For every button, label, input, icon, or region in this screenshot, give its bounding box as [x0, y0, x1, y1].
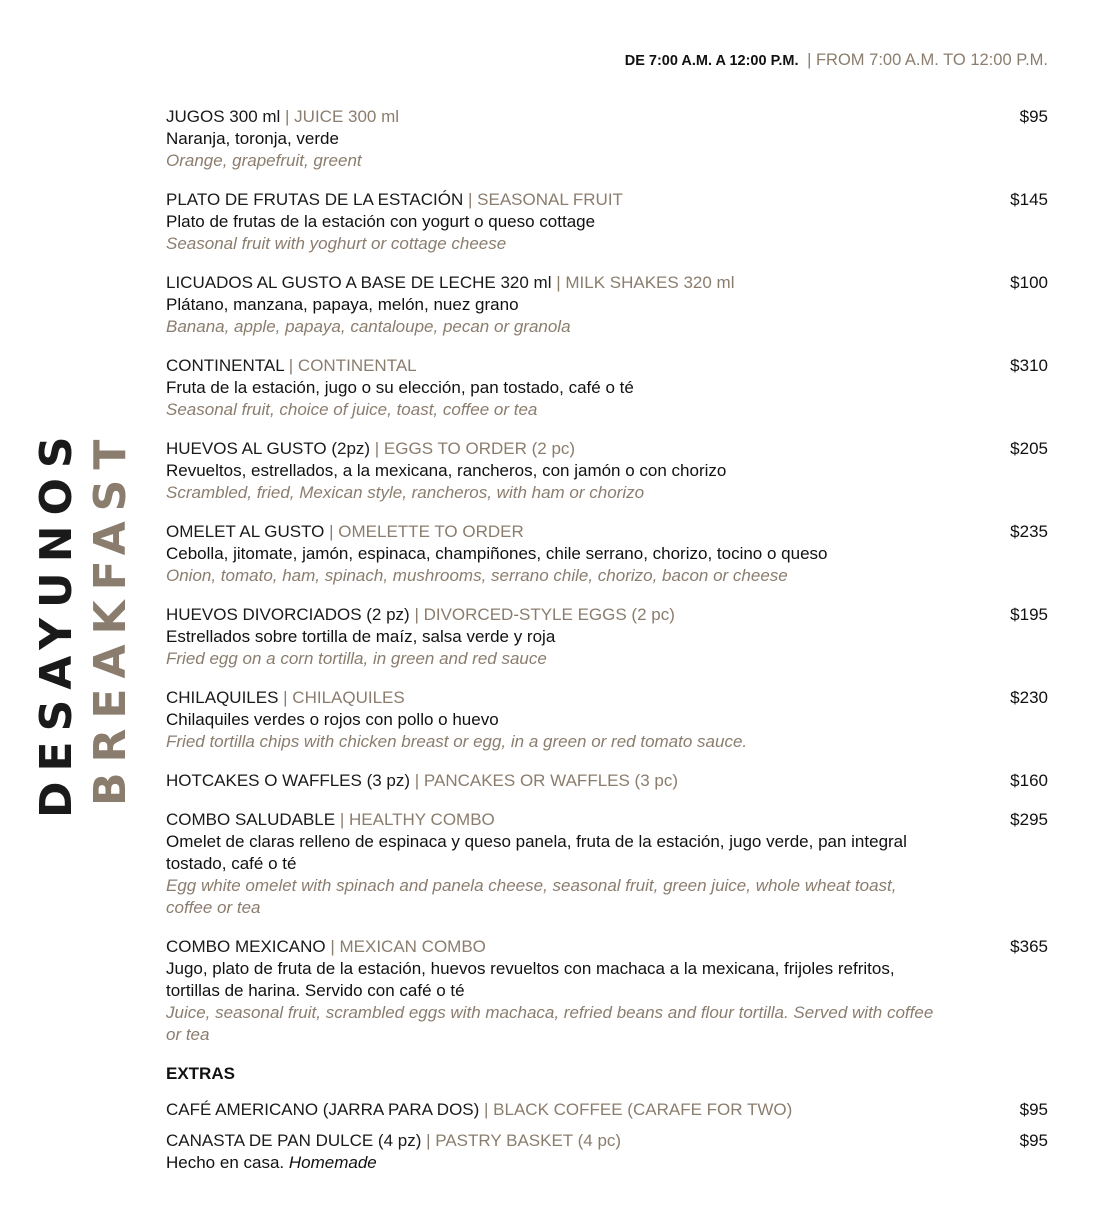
item-description-es: Naranja, toronja, verde — [166, 129, 339, 148]
item-description-es: Revueltos, estrellados, a la mexicana, rancheros, con jamón o con chorizo — [166, 461, 727, 480]
extras-heading: EXTRAS — [166, 1064, 235, 1083]
item-price: $230 — [1010, 688, 1048, 707]
service-hours-en: | FROM 7:00 A.M. TO 12:00 P.M. — [807, 51, 1048, 69]
item-description-en: Seasonal fruit with yoghurt or cottage cheese — [166, 234, 507, 253]
item-description-en: Homemade — [288, 1153, 377, 1172]
item-name — [166, 438, 938, 460]
menu-item — [166, 687, 1048, 753]
section-title-es: DESAYUNOS — [31, 426, 82, 818]
menu-item — [166, 604, 1048, 670]
item-description-es: Plátano, manzana, papaya, melón, nuez grano — [166, 295, 519, 314]
item-price: $160 — [1010, 771, 1048, 790]
item-name-en: | PASTRY BASKET (4 pc) — [426, 1131, 622, 1150]
item-name — [166, 936, 938, 958]
menu-item — [166, 106, 1048, 172]
item-name-es: LICUADOS AL GUSTO A BASE DE LECHE 320 ml — [166, 273, 552, 292]
item-name-es: PLATO DE FRUTAS DE LA ESTACIÓN — [166, 190, 464, 209]
service-hours — [625, 50, 1048, 71]
menu-item — [166, 272, 1048, 338]
menu-item — [166, 189, 1048, 255]
item-name-es: OMELET AL GUSTO — [166, 522, 325, 541]
item-name-en: | EGGS TO ORDER (2 pc) — [374, 439, 576, 458]
item-name — [166, 355, 938, 377]
item-description-en: Orange, grapefruit, greent — [166, 151, 362, 170]
item-description-es: Fruta de la estación, jugo o su elección, pan tostado, café o té — [166, 378, 634, 397]
menu-item — [166, 936, 1048, 1046]
item-name-es: COMBO MEXICANO — [166, 937, 326, 956]
menu-item — [166, 809, 1048, 919]
item-description-en: Fried tortilla chips with chicken breast or egg, in a green or red tomato sauce. — [166, 732, 748, 751]
item-description-en: Banana, apple, papaya, cantaloupe, pecan or granola — [166, 317, 571, 336]
item-description-es: Omelet de claras relleno de espinaca y queso panela, fruta de la estación, jugo verde, pan integral tostado, café o té — [166, 832, 907, 873]
item-price: $235 — [1010, 522, 1048, 541]
menu-item — [166, 770, 1048, 792]
item-name-en: | PANCAKES OR WAFFLES (3 pc) — [414, 771, 679, 790]
item-name-en: | JUICE 300 ml — [285, 107, 400, 126]
item-description-es: Plato de frutas de la estación con yogurt o queso cottage — [166, 212, 596, 231]
item-price: $95 — [1019, 107, 1048, 126]
item-name — [166, 272, 938, 294]
item-price: $95 — [1019, 1131, 1048, 1150]
item-price: $145 — [1010, 190, 1048, 209]
item-description-es: Chilaquiles verdes o rojos con pollo o huevo — [166, 710, 499, 729]
menu-list — [166, 106, 1048, 1183]
item-name-es: CHILAQUILES — [166, 688, 279, 707]
item-name-en: | HEALTHY COMBO — [339, 810, 495, 829]
item-price: $100 — [1010, 273, 1048, 292]
item-name-es: CANASTA DE PAN DULCE (4 pz) — [166, 1131, 422, 1150]
item-description-es: Estrellados sobre tortilla de maíz, salsa verde y roja — [166, 627, 556, 646]
item-name — [166, 521, 938, 543]
item-price: $365 — [1010, 937, 1048, 956]
item-name-en: | OMELETTE TO ORDER — [329, 522, 524, 541]
item-description — [166, 1152, 938, 1174]
item-name-en: | SEASONAL FRUIT — [468, 190, 623, 209]
item-name-en: | DIVORCED-STYLE EGGS (2 pc) — [414, 605, 675, 624]
item-description-es: Cebolla, jitomate, jamón, espinaca, champiñones, chile serrano, chorizo, tocino o queso — [166, 544, 828, 563]
item-name-es: CAFÉ AMERICANO (JARRA PARA DOS) — [166, 1100, 480, 1119]
item-name-es: HUEVOS DIVORCIADOS (2 pz) — [166, 605, 410, 624]
item-description-en: Juice, seasonal fruit, scrambled eggs with machaca, refried beans and flour tortilla. Served with coffee or tea — [166, 1003, 934, 1044]
item-name-en: | CONTINENTAL — [288, 356, 417, 375]
menu-item — [166, 1099, 1048, 1121]
item-name-en: | MILK SHAKES 320 ml — [556, 273, 735, 292]
section-title-en: BREAKFAST — [85, 429, 136, 806]
item-name — [166, 1099, 938, 1121]
item-description-es: Jugo, plato de fruta de la estación, huevos revueltos con machaca a la mexicana, frijoles refritos, tortillas de harina. Servido con café o té — [166, 959, 895, 1000]
service-hours-es: DE 7:00 A.M. A 12:00 P.M. — [624, 53, 799, 69]
item-description-en: Egg white omelet with spinach and panela cheese, seasonal fruit, green juice, whole wheat toast, coffee or tea — [166, 876, 897, 917]
menu-item — [166, 355, 1048, 421]
item-price: $195 — [1010, 605, 1048, 624]
item-name-es: COMBO SALUDABLE — [166, 810, 336, 829]
item-name-en: | BLACK COFFEE (CARAFE FOR TWO) — [484, 1100, 793, 1119]
item-description-en: Onion, tomato, ham, spinach, mushrooms, serrano chile, chorizo, bacon or cheese — [166, 566, 788, 585]
item-description-es: Hecho en casa. — [166, 1153, 285, 1172]
item-name-es: HUEVOS AL GUSTO (2pz) — [166, 439, 371, 458]
item-price: $95 — [1019, 1100, 1048, 1119]
section-title — [26, 426, 136, 830]
item-name-en: | MEXICAN COMBO — [330, 937, 486, 956]
menu-item — [166, 438, 1048, 504]
menu-item — [166, 1130, 1048, 1174]
extras-items — [166, 1099, 1048, 1174]
item-description-en: Fried egg on a corn tortilla, in green and red sauce — [166, 649, 547, 668]
item-name — [166, 106, 938, 128]
item-name — [166, 687, 938, 709]
item-name — [166, 809, 938, 831]
item-name — [166, 770, 938, 792]
item-name — [166, 189, 938, 211]
item-description-en: Scrambled, fried, Mexican style, rancheros, with ham or chorizo — [166, 483, 645, 502]
item-name-es: HOTCAKES O WAFFLES (3 pz) — [166, 771, 411, 790]
item-name-es: JUGOS 300 ml — [166, 107, 281, 126]
item-price: $310 — [1010, 356, 1048, 375]
item-description-en: Seasonal fruit, choice of juice, toast, coffee or tea — [166, 400, 538, 419]
item-name-es: CONTINENTAL — [166, 356, 285, 375]
item-price: $295 — [1010, 810, 1048, 829]
item-name-en: | CHILAQUILES — [283, 688, 405, 707]
breakfast-items — [166, 106, 1048, 1046]
item-name — [166, 604, 938, 626]
item-price: $205 — [1010, 439, 1048, 458]
menu-item — [166, 521, 1048, 587]
item-name — [166, 1130, 938, 1152]
